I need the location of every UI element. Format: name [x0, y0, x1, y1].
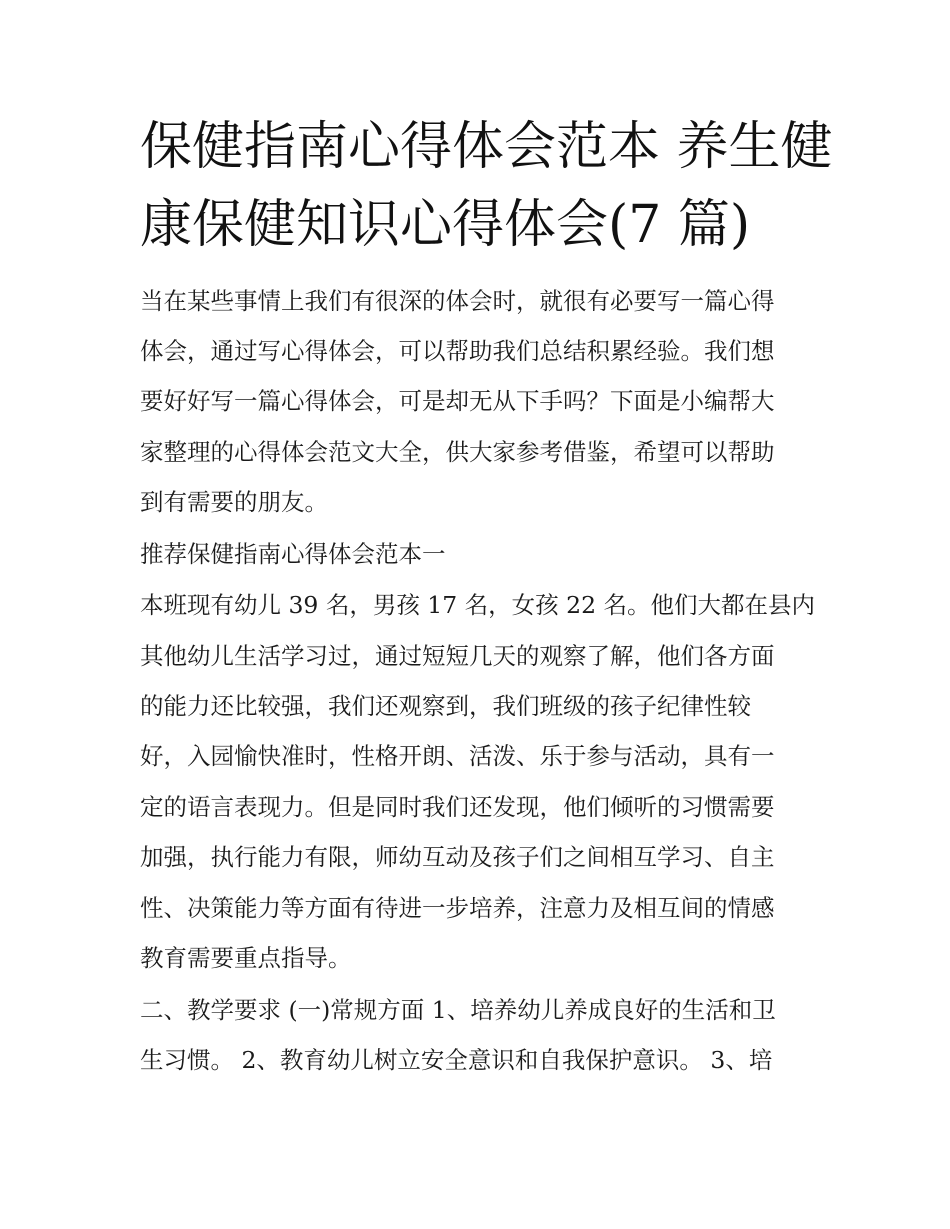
paragraph-line: 好，入园愉快准时，性格开朗、活泼、乐于参与活动，具有一: [140, 742, 775, 770]
paragraph-line: 本班现有幼儿 39 名，男孩 17 名，女孩 22 名。他们大都在县内: [140, 591, 816, 619]
paragraph-line: 要好好写一篇心得体会，可是却无从下手吗？下面是小编帮大: [140, 387, 775, 415]
paragraph-line: 二、教学要求 (一)常规方面 1、培养幼儿养成良好的生活和卫: [140, 996, 776, 1024]
paragraph-line: 性、决策能力等方面有待进一步培养，注意力及相互间的情感: [140, 894, 775, 922]
paragraph-line: 加强，执行能力有限，师幼互动及孩子们之间相互学习、自主: [140, 843, 775, 871]
document-title-line-1: 保健指南心得体会范本 养生健: [140, 117, 833, 177]
paragraph-line: 到有需要的朋友。: [140, 488, 328, 516]
document-title-line-2: 康保健知识心得体会(7 篇): [140, 195, 751, 255]
paragraph-line: 的能力还比较强，我们还观察到，我们班级的孩子纪律性较: [140, 692, 751, 720]
section-heading: 推荐保健指南心得体会范本一: [140, 540, 446, 568]
paragraph-line: 其他幼儿生活学习过，通过短短几天的观察了解，他们各方面: [140, 642, 775, 670]
paragraph-line: 生习惯。 2、教育幼儿树立安全意识和自我保护意识。 3、培: [140, 1046, 773, 1074]
paragraph-line: 定的语言表现力。但是同时我们还发现，他们倾听的习惯需要: [140, 793, 775, 821]
paragraph-line: 体会，通过写心得体会，可以帮助我们总结积累经验。我们想: [140, 337, 775, 365]
paragraph-line: 教育需要重点指导。: [140, 944, 352, 972]
paragraph-line: 当在某些事情上我们有很深的体会时，就很有必要写一篇心得: [140, 287, 775, 315]
paragraph-line: 家整理的心得体会范文大全，供大家参考借鉴，希望可以帮助: [140, 438, 775, 466]
